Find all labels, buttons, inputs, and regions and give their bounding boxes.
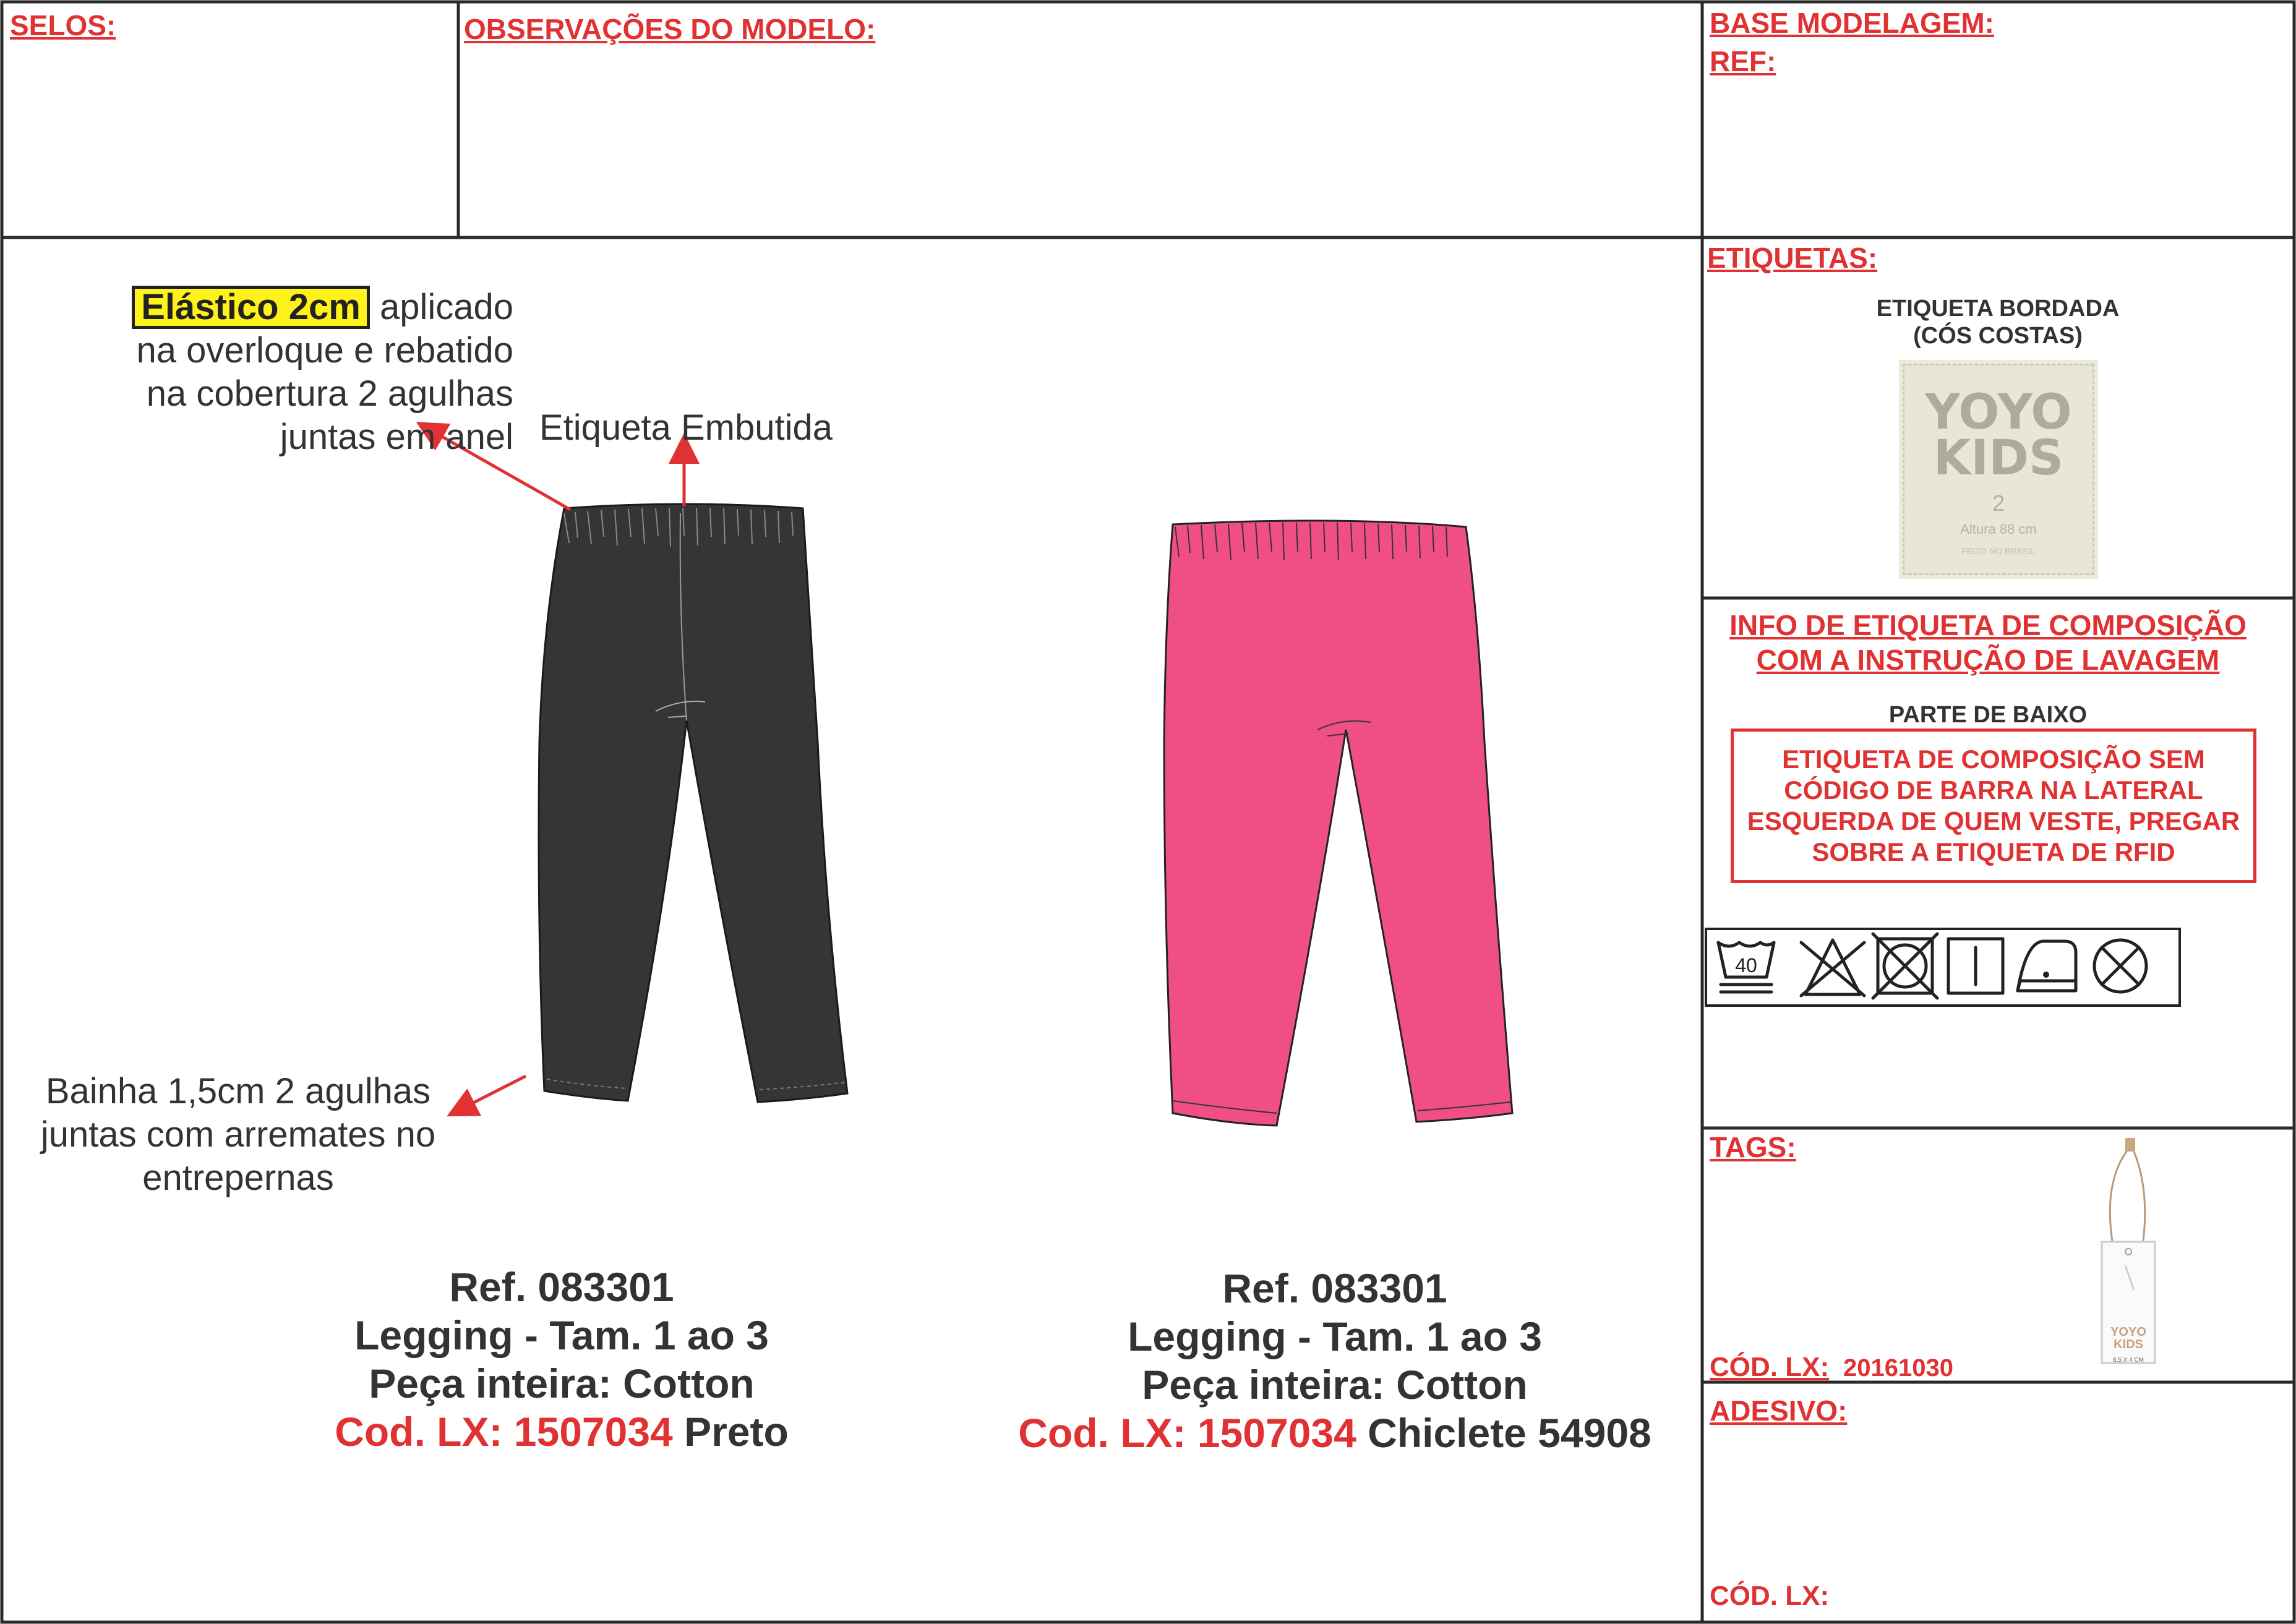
product-cod-lx: Cod. LX: 1507034 bbox=[1018, 1410, 1356, 1456]
etiquetas-header: ETIQUETAS: bbox=[1707, 242, 1878, 274]
label-brand-line2: KIDS bbox=[1933, 430, 2064, 486]
adesivo-cod-lx-label: CÓD. LX: bbox=[1710, 1581, 1830, 1611]
composition-notice-line: ESQUERDA DE QUEM VESTE, PREGAR bbox=[1747, 806, 2240, 836]
elastic-annotation bbox=[87, 286, 513, 459]
composition-notice-line: SOBRE A ETIQUETA DE RFID bbox=[1812, 837, 2175, 866]
wash-temperature: 40 bbox=[1735, 954, 1757, 977]
product-ref: Ref. 083301 bbox=[1222, 1265, 1447, 1311]
product-cod-lx: Cod. LX: 1507034 bbox=[335, 1409, 673, 1455]
product-color: Preto bbox=[672, 1409, 789, 1455]
elastic-line1-rest: aplicado bbox=[369, 287, 513, 327]
product-ref-black bbox=[191, 1263, 933, 1456]
ref-header: REF: bbox=[1710, 45, 1776, 77]
label-made-in: FEITO NO BRASIL bbox=[1961, 546, 2036, 556]
tags-header: TAGS: bbox=[1710, 1131, 1796, 1163]
label-brand-line1: YOYO bbox=[1925, 385, 2072, 440]
selos-header: SELOS: bbox=[10, 9, 116, 41]
tag-brand-line2: KIDS bbox=[2114, 1338, 2143, 1351]
label-size: 2 bbox=[1992, 490, 2005, 516]
elastic-line4: juntas em anel bbox=[280, 417, 513, 457]
hem-arrow bbox=[458, 1076, 526, 1111]
tags-cod-lx-label: CÓD. LX: bbox=[1710, 1352, 1830, 1382]
composition-notice-line: ETIQUETA DE COMPOSIÇÃO SEM bbox=[1782, 745, 2205, 774]
elastic-line3: na cobertura 2 agulhas bbox=[146, 374, 513, 414]
tags-cod-lx-value: 20161030 bbox=[1843, 1354, 1953, 1382]
hem-line2: juntas com arremates no bbox=[40, 1114, 436, 1155]
info-header-line2: COM A INSTRUÇÃO DE LAVAGEM bbox=[1756, 644, 2220, 676]
product-name: Legging - Tam. 1 ao 3 bbox=[354, 1312, 769, 1358]
adesivo-header: ADESIVO: bbox=[1710, 1395, 1848, 1427]
legging-pink-drawing bbox=[1164, 521, 1512, 1126]
hem-annotation bbox=[12, 1070, 464, 1200]
hem-line3: entrepernas bbox=[142, 1158, 334, 1198]
product-ref: Ref. 083301 bbox=[449, 1264, 674, 1310]
label-height: Altura 88 cm bbox=[1960, 521, 2037, 537]
tag-size: 8,5 X 4 CM bbox=[2112, 1357, 2144, 1364]
base-modelagem-header: BASE MODELAGEM: bbox=[1710, 7, 1994, 39]
label-title-line1: ETIQUETA BORDADA bbox=[1876, 296, 2120, 322]
part-label: PARTE DE BAIXO bbox=[1888, 702, 2088, 728]
product-ref-pink bbox=[964, 1264, 1706, 1457]
label-title-line2: (CÓS COSTAS) bbox=[1913, 323, 2083, 349]
observacoes-header: OBSERVAÇÕES DO MODELO: bbox=[464, 13, 876, 45]
product-material: Peça inteira: Cotton bbox=[369, 1361, 755, 1406]
product-material: Peça inteira: Cotton bbox=[1142, 1362, 1528, 1408]
label-embedded-annotation: Etiqueta Embutida bbox=[539, 408, 833, 448]
product-name: Legging - Tam. 1 ao 3 bbox=[1128, 1314, 1542, 1359]
tag-brand-line1: YOYO bbox=[2110, 1325, 2146, 1339]
info-header-line1: INFO DE ETIQUETA DE COMPOSIÇÃO bbox=[1729, 609, 2247, 641]
elastic-line2: na overloque e rebatido bbox=[136, 330, 513, 370]
elastic-highlight: Elástico 2cm bbox=[132, 286, 370, 329]
product-color: Chiclete 54908 bbox=[1356, 1410, 1651, 1456]
legging-black-drawing bbox=[539, 504, 847, 1102]
composition-notice-line: CÓDIGO DE BARRA NA LATERAL bbox=[1784, 776, 2203, 805]
hem-line1: Bainha 1,5cm 2 agulhas bbox=[45, 1071, 431, 1111]
